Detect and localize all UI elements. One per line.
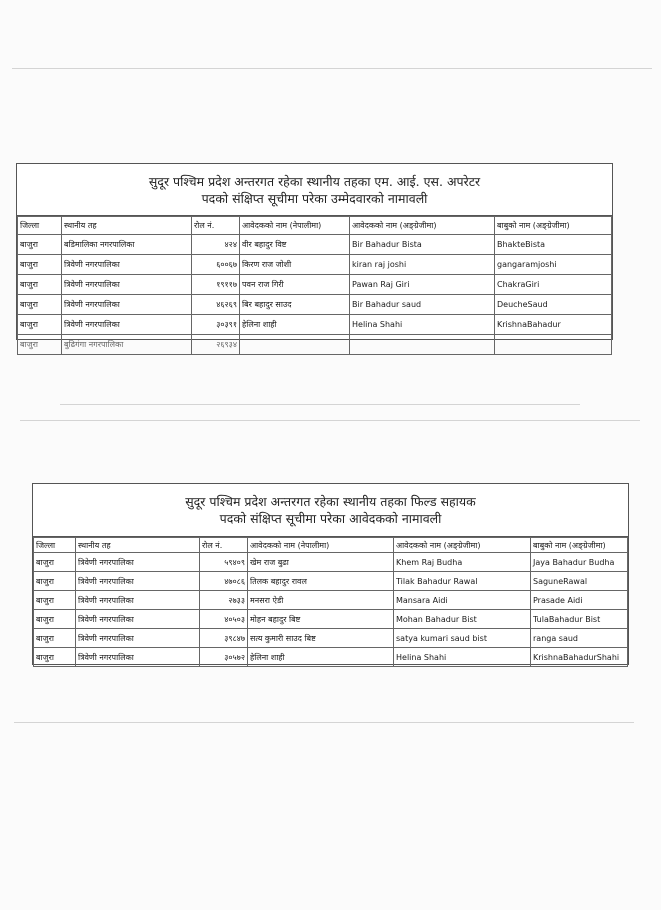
title-line-1: सुदूर पश्चिम प्रदेश अन्तरगत रहेका स्थानीय तहका एम. आई. एस. अपरेटर <box>148 174 481 189</box>
header-local-level: स्थानीय तह <box>62 217 192 235</box>
scan-line <box>14 722 634 723</box>
cell-local-level: त्रिवेणी नगरपालिका <box>76 572 200 591</box>
cell-district: बाजुरा <box>18 315 62 335</box>
candidate-table <box>17 216 612 355</box>
scan-line <box>60 404 580 405</box>
cell-district: बाजुरा <box>34 553 76 572</box>
cell-name-nepali: हेलिना शाही <box>240 315 350 335</box>
cell-name-nepali: खेम राज बुढा <box>248 553 394 572</box>
cell-roll-no: २७३३ <box>200 591 248 610</box>
header-father-name: बाबुको नाम (अङ्ग्रेजीमा) <box>495 217 612 235</box>
cell-father-name: KrishnaBahadur <box>495 315 612 335</box>
cell-district: बाजुरा <box>18 255 62 275</box>
title-line-2: पदको संक्षिप्त सूचीमा परेका आवेदकको नामावली <box>219 511 442 526</box>
cell-name-english: Bir Bahadur Bista <box>350 235 495 255</box>
header-name-nepali: आवेदकको नाम (नेपालीमा) <box>240 217 350 235</box>
cell-district: बाजुरा <box>18 295 62 315</box>
table-row <box>34 553 628 572</box>
header-roll-no: रोल नं. <box>192 217 240 235</box>
cell-father-name: SaguneRawal <box>531 572 628 591</box>
cell-name-nepali <box>240 335 350 355</box>
cell-name-nepali: सत्य कुमारी साउद बिष्ट <box>248 629 394 648</box>
cell-father-name <box>495 335 612 355</box>
cell-local-level: त्रिवेणी नगरपालिका <box>62 275 192 295</box>
cell-local-level: त्रिवेणी नगरपालिका <box>62 315 192 335</box>
header-father-name: बाबुको नाम (अङ्ग्रेजीमा) <box>531 538 628 553</box>
cell-roll-no: २६९३४ <box>192 335 240 355</box>
cell-name-english: kiran raj joshi <box>350 255 495 275</box>
scan-line <box>12 68 652 69</box>
table-row <box>34 648 628 667</box>
cell-name-english: Helina Shahi <box>350 315 495 335</box>
cell-local-level: त्रिवेणी नगरपालिका <box>76 629 200 648</box>
cell-name-nepali: वीर बहादुर विष्ट <box>240 235 350 255</box>
cell-roll-no: ३०३९१ <box>192 315 240 335</box>
cell-local-level: त्रिवेणी नगरपालिका <box>76 553 200 572</box>
header-name-nepali: आवेदकको नाम (नेपालीमा) <box>248 538 394 553</box>
table-header-row <box>34 538 628 553</box>
header-roll-no: रोल नं. <box>200 538 248 553</box>
cell-name-nepali: पवन राज गिरी <box>240 275 350 295</box>
cell-local-level: त्रिवेणी नगरपालिका <box>76 610 200 629</box>
cell-name-english: Pawan Raj Giri <box>350 275 495 295</box>
header-name-english: आवेदकको नाम (अङ्ग्रेजीमा) <box>350 217 495 235</box>
cell-roll-no: ३०५७२ <box>200 648 248 667</box>
cell-father-name: DeucheSaud <box>495 295 612 315</box>
cell-district: बाजुरा <box>18 235 62 255</box>
cell-local-level: त्रिवेणी नगरपालिका <box>62 295 192 315</box>
header-name-english: आवेदकको नाम (अङ्ग्रेजीमा) <box>394 538 531 553</box>
cell-district: बाजुरा <box>18 335 62 355</box>
cell-father-name: ChakraGiri <box>495 275 612 295</box>
title-line-1: सुदूर पश्चिम प्रदेश अन्तरगत रहेका स्थानीय तहका फिल्ड सहायक <box>185 494 476 509</box>
cell-roll-no: ६००६७ <box>192 255 240 275</box>
cell-father-name: Jaya Bahadur Budha <box>531 553 628 572</box>
table-row <box>34 610 628 629</box>
table-row <box>18 315 612 335</box>
cell-father-name: Prasade Aidi <box>531 591 628 610</box>
table-row <box>34 629 628 648</box>
cell-name-nepali: मोहन बहादुर बिष्ट <box>248 610 394 629</box>
cell-district: बाजुरा <box>34 610 76 629</box>
cell-roll-no: ५९४०९ <box>200 553 248 572</box>
cell-name-english: Mohan Bahadur Bist <box>394 610 531 629</box>
title-line-2: पदको संक्षिप्त सूचीमा परेका उम्मेदवारको नामावली <box>201 191 428 206</box>
cell-name-english: Khem Raj Budha <box>394 553 531 572</box>
shortlist-mis-operator <box>16 163 613 349</box>
cell-local-level: त्रिवेणी नगरपालिका <box>76 591 200 610</box>
scan-line <box>20 420 640 421</box>
cell-name-nepali: मनसरा ऐडी <box>248 591 394 610</box>
cell-local-level: त्रिवेणी नगरपालिका <box>62 255 192 275</box>
table-row <box>18 335 612 355</box>
header-district: जिल्ला <box>18 217 62 235</box>
cell-roll-no: १९११७ <box>192 275 240 295</box>
table-row <box>18 235 612 255</box>
cell-district: बाजुरा <box>34 629 76 648</box>
cell-name-english: Helina Shahi <box>394 648 531 667</box>
table-row <box>18 275 612 295</box>
cell-name-english: Bir Bahadur saud <box>350 295 495 315</box>
cell-name-english: satya kumari saud bist <box>394 629 531 648</box>
table-row <box>18 255 612 275</box>
table-row <box>34 591 628 610</box>
header-local-level: स्थानीय तह <box>76 538 200 553</box>
cell-local-level: बुढिगंगा नगरपालिका <box>62 335 192 355</box>
cell-roll-no: ३९८४७ <box>200 629 248 648</box>
cell-district: बाजुरा <box>34 572 76 591</box>
cell-local-level: त्रिवेणी नगरपालिका <box>76 648 200 667</box>
list-title <box>17 164 612 216</box>
table-row <box>34 572 628 591</box>
header-district: जिल्ला <box>34 538 76 553</box>
cell-roll-no: ४२४ <box>192 235 240 255</box>
cell-father-name: gangaramjoshi <box>495 255 612 275</box>
cell-name-nepali: किरण राज जोशी <box>240 255 350 275</box>
shortlist-field-assistant <box>32 483 629 665</box>
cell-name-english <box>350 335 495 355</box>
cell-name-english: Tilak Bahadur Rawal <box>394 572 531 591</box>
cell-roll-no: ४७०८६ <box>200 572 248 591</box>
cell-roll-no: ४०५०३ <box>200 610 248 629</box>
cell-district: बाजुरा <box>34 648 76 667</box>
candidate-table <box>33 537 628 667</box>
cell-roll-no: ४६२६९ <box>192 295 240 315</box>
list-title <box>33 484 628 537</box>
cell-father-name: ranga saud <box>531 629 628 648</box>
cell-district: बाजुरा <box>34 591 76 610</box>
cell-father-name: KrishnaBahadurShahi <box>531 648 628 667</box>
cell-father-name: TulaBahadur Bist <box>531 610 628 629</box>
cell-name-nepali: बिर बहादुर साउद <box>240 295 350 315</box>
cell-father-name: BhakteBista <box>495 235 612 255</box>
cell-local-level: बडिमालिका नगरपालिका <box>62 235 192 255</box>
table-header-row <box>18 217 612 235</box>
cell-district: बाजुरा <box>18 275 62 295</box>
cell-name-english: Mansara Aidi <box>394 591 531 610</box>
cell-name-nepali: हेलिना शाही <box>248 648 394 667</box>
cell-name-nepali: तिलक बहादुर रावल <box>248 572 394 591</box>
table-row <box>18 295 612 315</box>
